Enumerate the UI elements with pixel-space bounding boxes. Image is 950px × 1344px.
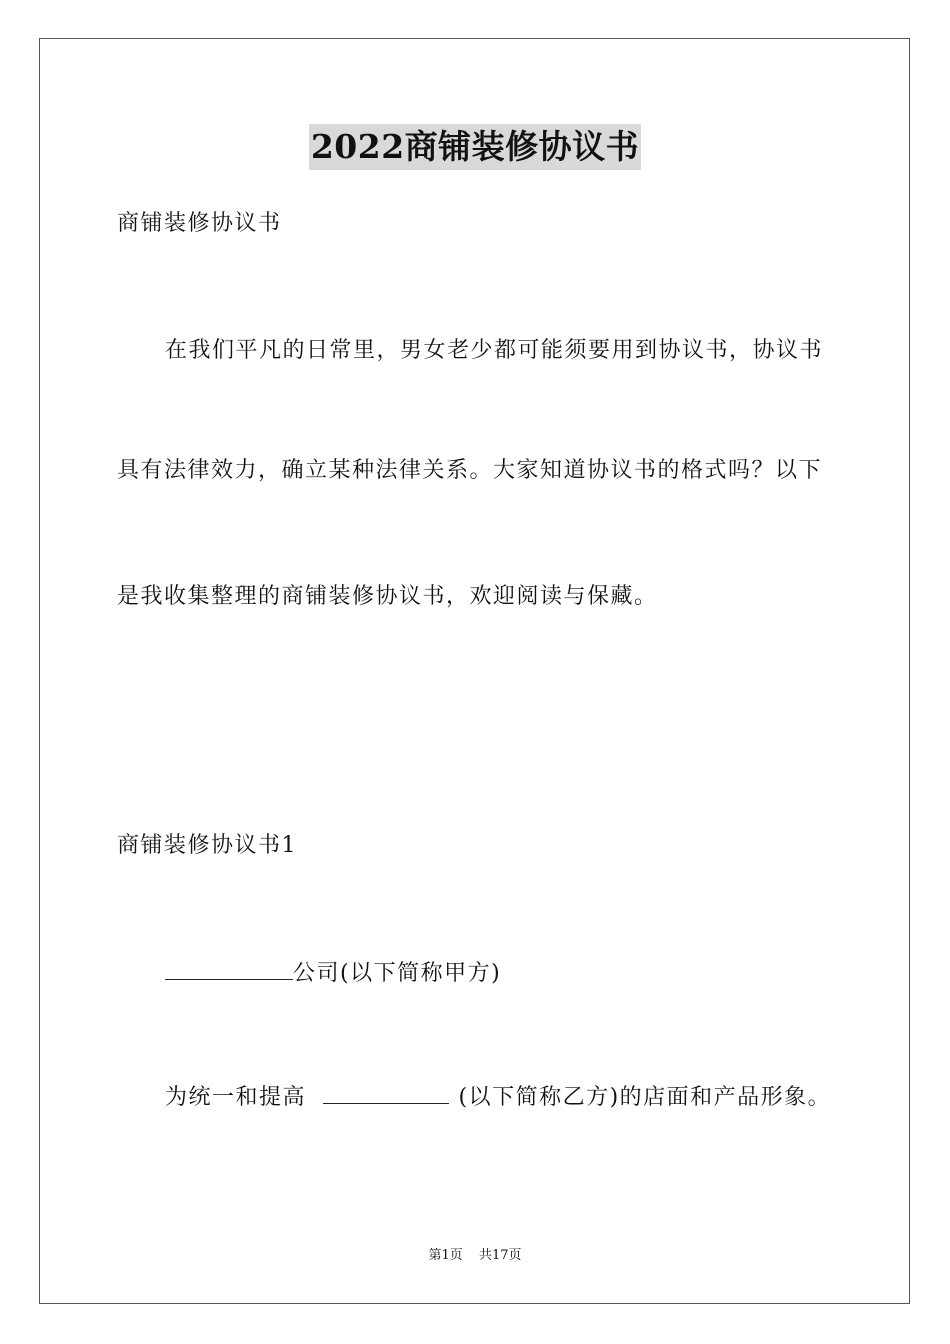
purpose-suffix: (以下简称乙方)的店面和产品形象。 xyxy=(458,1085,832,1110)
title-container xyxy=(0,124,950,170)
page-number: 第1页 xyxy=(428,1248,463,1263)
document-subtitle: 商铺装修协议书 xyxy=(117,211,282,236)
purpose-prefix: 为统一和提高 xyxy=(165,1085,307,1110)
party-a-blank[interactable] xyxy=(165,957,293,980)
document-title: 2022商铺装修协议书 xyxy=(309,124,641,170)
party-a-line xyxy=(165,957,501,989)
intro-line-1: 在我们平凡的日常里，男女老少都可能须要用到协议书，协议书 xyxy=(165,338,824,363)
purpose-line xyxy=(165,1081,831,1113)
page-total: 共17页 xyxy=(478,1248,522,1263)
party-b-blank[interactable] xyxy=(323,1081,449,1104)
party-a-suffix: 公司(以下简称甲方) xyxy=(293,961,502,986)
section-heading: 商铺装修协议书1 xyxy=(117,833,297,858)
page-footer xyxy=(0,1247,950,1265)
intro-line-2: 具有法律效力，确立某种法律关系。大家知道协议书的格式吗？以下 xyxy=(117,458,823,483)
intro-line-3: 是我收集整理的商铺装修协议书，欢迎阅读与保藏。 xyxy=(117,584,658,609)
